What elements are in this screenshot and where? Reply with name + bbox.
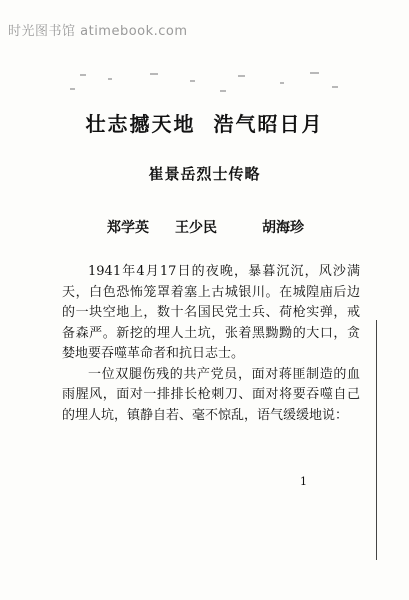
article-body [62, 262, 360, 426]
watermark: 时光图书馆 atimebook.com [8, 24, 188, 39]
article-subtitle: 崔景岳烈士传略 [148, 165, 261, 183]
paragraph: 一位双腿伤残的共产党员，面对蒋匪制造的血雨腥风，面对一排排长枪刺刀、面对将要吞噬自己的埋人坑，镇静自若、毫不惊乱，语气缓缓地说： [62, 366, 360, 423]
paragraph: 1941年4月17日的夜晚，暴暮沉沉，风沙满天，白色恐怖笼罩着塞上古城银川。在城隍庙后边的一块空地上，数十名国民党士兵、荷枪实弹，戒备森严。新挖的埋人土坑，张着黑黝黝的大口，贪婪地要吞噬革命者和抗日志士。 [62, 264, 360, 361]
title-part-2: 浩气昭日月 [213, 112, 324, 136]
author-name: 郑学英 [107, 220, 149, 236]
scan-edge-line [376, 320, 377, 560]
bleed-through-marks [60, 70, 360, 98]
title-part-1: 壮志撼天地 [85, 112, 196, 136]
author-line [0, 217, 409, 237]
author-name: 胡海珍 [262, 220, 304, 236]
article-title [0, 108, 409, 137]
page-number: 1 [300, 475, 307, 488]
author-name: 王少民 [175, 220, 217, 236]
